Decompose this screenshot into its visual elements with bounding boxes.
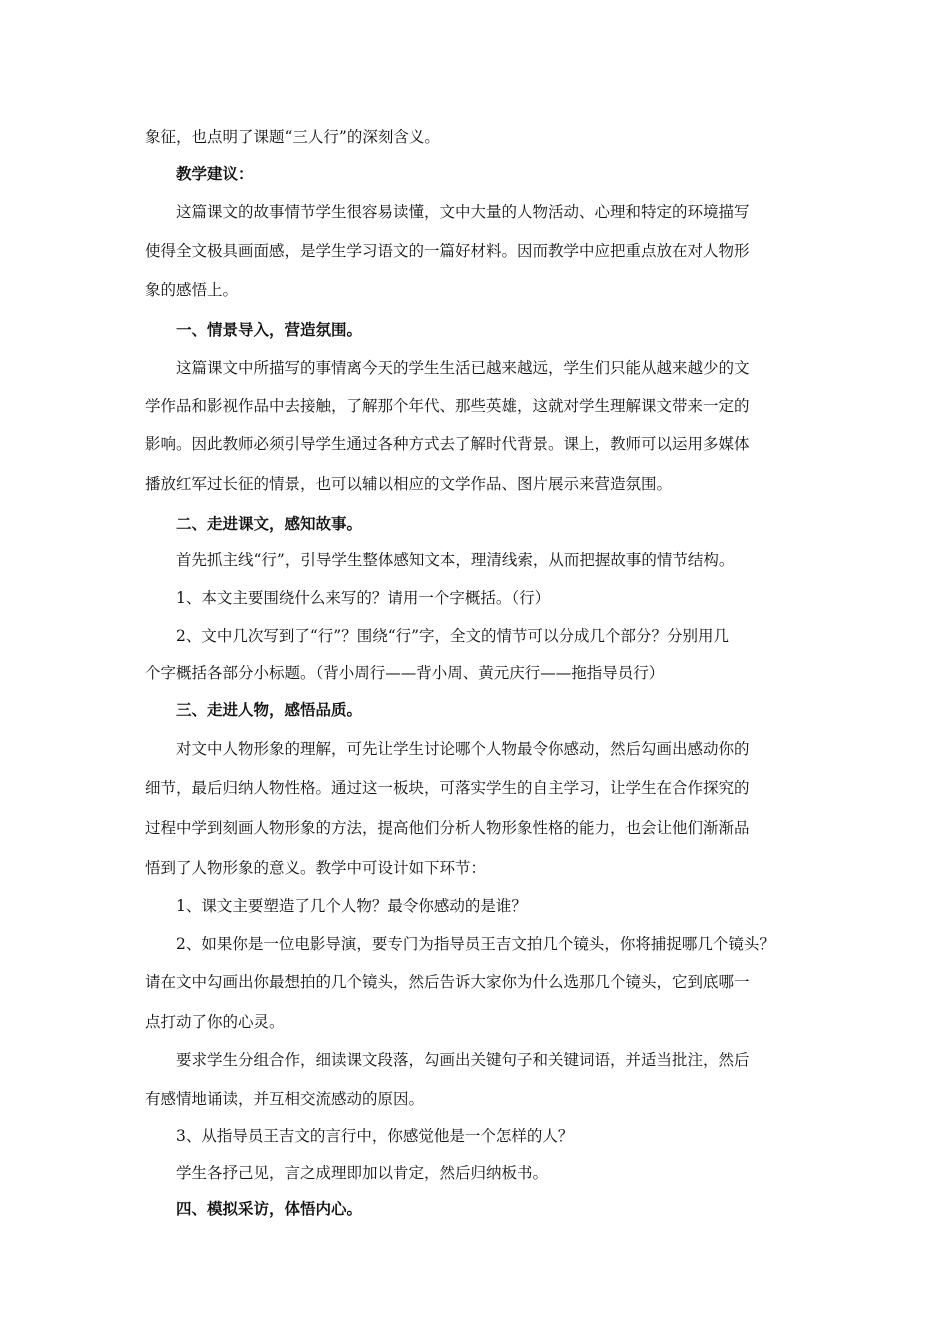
section-heading: 四、模拟采访，体悟内心。 — [176, 1199, 363, 1218]
paragraph-line: 使得全文极具画面感，是学生学习语文的一篇好材料。因而教学中应把重点放在对人物形 — [145, 242, 750, 260]
paragraph-line: 2、文中几次写到了“行”？围绕“行”字，全文的情节可以分成几个部分？分别用几 — [176, 627, 730, 645]
paragraph-line: 首先抓主线“行”，引导学生整体感知文本，理清线索，从而把握故事的情节结构。 — [176, 551, 735, 569]
paragraph-line: 这篇课文的故事情节学生很容易读懂，文中大量的人物活动、心理和特定的环境描写 — [176, 203, 750, 221]
paragraph-line: 细节，最后归纳人物性格。通过这一板块，可落实学生的自主学习，让学生在合作探究的 — [145, 779, 750, 797]
paragraph-line: 2、如果你是一位电影导演，要专门为指导员王吉文拍几个镜头，你将捕捉哪几个镜头？ — [176, 935, 775, 953]
section-heading: 三、走进人物，感悟品质。 — [176, 700, 363, 719]
paragraph-line: 1、课文主要塑造了几个人物？最令你感动的是谁？ — [176, 897, 527, 915]
paragraph-line: 影响。因此教师必须引导学生通过各种方式去了解时代背景。课上，教师可以运用多媒体 — [145, 435, 750, 453]
paragraph-line: 3、从指导员王吉文的言行中，你感觉他是一个怎样的人？ — [176, 1127, 574, 1145]
paragraph-line: 象征，也点明了课题“三人行”的深刻含义。 — [145, 128, 440, 146]
paragraph-line: 要求学生分组合作，细读课文段落，勾画出关键句子和关键词语，并适当批注，然后 — [176, 1051, 750, 1069]
paragraph-line: 点打动了你的心灵。 — [145, 1013, 285, 1031]
paragraph-line: 有感情地诵读，并互相交流感动的原因。 — [145, 1090, 425, 1108]
paragraph-line: 1、本文主要围绕什么来写的？请用一个字概括。（行） — [176, 589, 551, 607]
paragraph-line: 象的感悟上。 — [145, 281, 239, 299]
paragraph-line: 个字概括各部分小标题。（背小周行——背小周、黄元庆行——拖指导员行） — [145, 664, 665, 682]
paragraph-line: 请在文中勾画出你最想拍的几个镜头，然后告诉大家你为什么选那几个镜头，它到底哪一 — [145, 973, 750, 991]
section-heading: 二、走进课文，感知故事。 — [176, 514, 363, 533]
section-heading: 一、情景导入，营造氛围。 — [176, 320, 363, 339]
paragraph-line: 过程中学到刻画人物形象的方法，提高他们分析人物形象性格的能力，也会让他们渐渐品 — [145, 819, 750, 837]
paragraph-line: 播放红军过长征的情景，也可以辅以相应的文学作品、图片展示来营造氛围。 — [145, 475, 673, 493]
section-heading: 教学建议： — [176, 164, 254, 183]
paragraph-line: 悟到了人物形象的意义。教学中可设计如下环节： — [145, 859, 487, 877]
paragraph-line: 这篇课文中所描写的事情离今天的学生生活已越来越远，学生们只能从越来越少的文 — [176, 359, 750, 377]
paragraph-line: 学生各抒己见，言之成理即加以肯定，然后归纳板书。 — [176, 1164, 549, 1182]
paragraph-line: 对文中人物形象的理解，可先让学生讨论哪个人物最令你感动，然后勾画出感动你的 — [176, 740, 750, 758]
paragraph-line: 学作品和影视作品中去接触，了解那个年代、那些英雄，这就对学生理解课文带来一定的 — [145, 397, 750, 415]
